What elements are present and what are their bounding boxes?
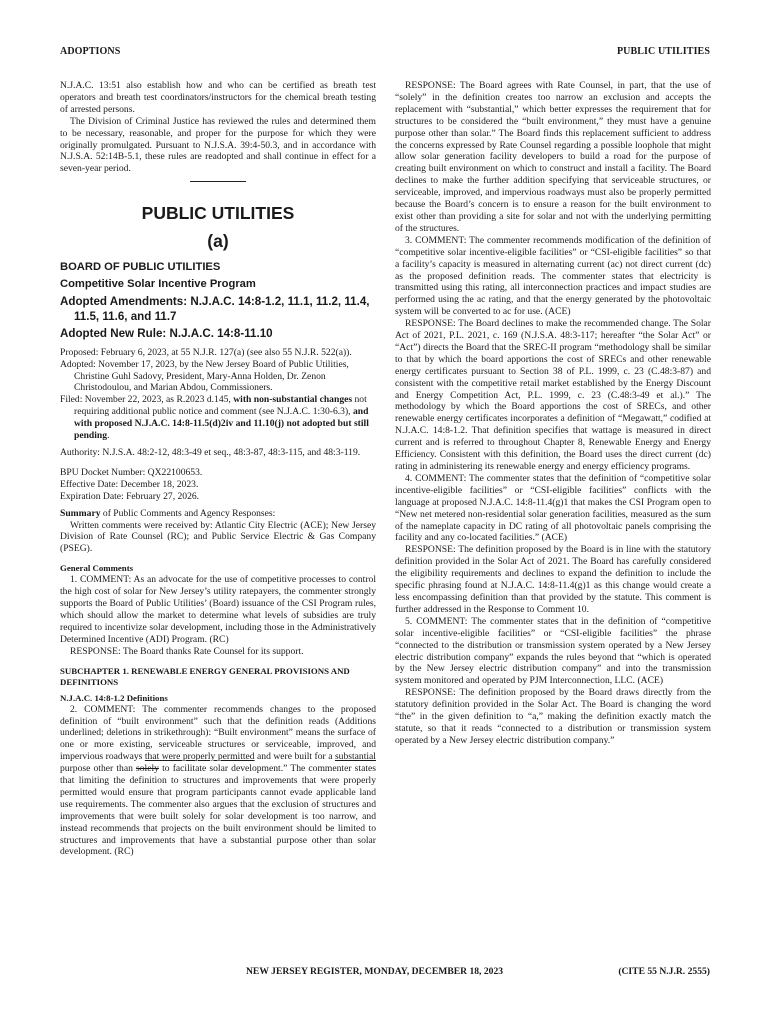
- section-subtitle: (a): [207, 231, 229, 252]
- footer-citation: (CITE 55 N.J.R. 2555): [618, 966, 710, 977]
- filed-text-3: .: [107, 430, 110, 442]
- comment-2-text: 2. COMMENT: The commenter recommends changes to the proposed definition of “built environment” such that the definition reads (Additions underlined; deletions in strikethrough): “Built environment” means the surface of one or more existing, serviceable structures or serviceable, improved, and impervious roadways: [60, 703, 376, 763]
- response-2: RESPONSE: The Board agrees with Rate Counsel, in part, that the use of “solely” in the definition creates too narrow an exclusion and accepts the replacement with “substantial,” which better expresses the requirement that for structures to be considered the “built environment,” they must have a genuine purpose other than solar.” The Board finds this replacement sufficient to address the concerns expressed by Rate Counsel regarding a possible loophole that might allow solar generation facility developers to build a road for the purpose of creating built environment on which to construct and install a facility. The Board declines to make the further addition specifying that serviceable structures, or serviceable, improved, and impervious roadways must also be properly permitted because the Board’s concern is to ensure a reason for the built environment to exist other than providing a site for solar and not with the underlying permitting of the structures.: [395, 80, 711, 234]
- comment-2-strikethrough: solely: [136, 763, 159, 775]
- agency-name: BOARD OF PUBLIC UTILITIES: [60, 261, 221, 274]
- filed-text: Filed: November 22, 2023, as R.2023 d.145,: [60, 394, 234, 406]
- adopted-amendments: Adopted Amendments: N.J.A.C. 14:8-1.2, 11.1, 11.2, 11.4, 11.5, 11.6, and 11.7: [60, 295, 370, 323]
- docket-line: BPU Docket Number: QX22100653.: [60, 466, 203, 478]
- program-title: Competitive Solar Incentive Program: [60, 278, 256, 291]
- right-column: [395, 80, 711, 747]
- response-3: RESPONSE: The Board declines to make the recommended change. The Solar Act of 2021, P.L. 2021, c. 169 (N.J.S.A. 48:3-117; hereafter “the Solar Act” or “Act”) directs the Board that the SREC-II program “methodology shall be similar to that by which the board apportions the cost of SRECs and other renewable energy certificates pursuant to Section 38 of P.L. 1999, c. 23 (C.48:3-87) and consistent with the competitive retail market established by the Energy Discount and Energy Competition Act, P.L. 1999, c. 23 (C.48:3-49 et al.).” The methodology by which the Board apportions the cost of SRECs, and other renewable energy certificates incorporates a definition of “Megawatt,” codified at N.J.A.C. 14:8-1.2. That definition specifies that wattage is measured in direct current and is referred to throughout Chapter 8, Renewable Energy and Energy Efficiency. Consistent with this definition, the Board uses the direct current (dc) rating in administering its renewable energy and energy efficiency programs.: [395, 318, 711, 472]
- comment-3: 3. COMMENT: The commenter recommends modification of the definition of “competitive solar incentive-eligible facilities” or “CSI-eligible facilities” so that a facility’s capacity is measured in alternating current (ac) not direct current (dc) as the proposed definition reads. The commenter states that electricity is transmitted using this rating, all interconnection practices and impact studies are performed using the ac rating, and that the energy generated by the photovoltaic system will be converted to ac for use. (ACE): [395, 234, 711, 318]
- filed-bold-1: with non-substantial changes: [233, 394, 353, 406]
- running-head-right: PUBLIC UTILITIES: [616, 46, 710, 57]
- comment-2-text-4: to facilitate solar development.” The commenter states that limiting the definition to structures and improvements that were properly permitted would ensure that program participants cannot evade applicable land use requirements. The commenter also argues that the exclusion of structures and improvements that were built solely for solar development is too narrow, and instead recommends that projects on the built environment should be limited to structures and improvements that have a substantial purpose other than solar development. (RC): [60, 763, 376, 858]
- adopted-line: Adopted: November 17, 2023, by the New Jersey Board of Public Utilities, Christine Guhl Sadovy, President, Mary-Anna Holden, Dr. Zenon Christodoulou, and Marian Abdou, Commissioners.: [60, 358, 349, 394]
- expiration-date-line: Expiration Date: February 27, 2026.: [60, 490, 200, 502]
- written-comments-paragraph: Written comments were received by: Atlantic City Electric (ACE); New Jersey Division of Rate Counsel (RC); and Public Service Electric & Gas Company (PSEG).: [60, 519, 376, 555]
- filed-bold-2: and with proposed N.J.A.C. 14:8-11.5(d)2iv and 11.10(j) not adopted but still pending: [74, 406, 369, 442]
- footer-register-date: NEW JERSEY REGISTER, MONDAY, DECEMBER 18, 2023: [246, 966, 504, 977]
- summary-label: Summary: [60, 507, 101, 519]
- authority-line: Authority: N.J.S.A. 48:2-12, 48:3-49 et seq., 48:3-87, 48:3-115, and 48:3-119.: [60, 447, 361, 458]
- readoption-paragraph: The Division of Criminal Justice has reviewed the rules and determined them to be necessary, reasonable, and proper for the purpose for which they were originally promulgated. Pursuant to N.J.S.A. 39:4-50.3, and in accordance with N.J.S.A. 52:14B-5.1, these rules are readopted and shall continue in effect for a seven-year period.: [60, 115, 376, 175]
- summary-text: of Public Comments and Agency Responses:: [100, 507, 276, 519]
- left-column: [60, 80, 376, 858]
- comment-2-underlined-1: that were properly permitted: [144, 751, 255, 763]
- general-comments-heading: General Comments: [60, 563, 134, 574]
- response-4: RESPONSE: The definition proposed by the Board is in line with the statutory definition provided in the Solar Act of 2021. The Board has carefully considered the eligibility requirements and declines to expand the definition to include the specific phrasing found at N.J.A.C. 14:8-11.4(g)1 as this change would create a less encompassing definition than that provided by the statute. This comment is further addressed in the Response to Comment 10.: [395, 544, 711, 615]
- proposed-line: Proposed: February 6, 2023, at 55 N.J.R. 127(a) (see also 55 N.J.R. 522(a)).: [60, 346, 352, 358]
- comment-2: [60, 704, 376, 859]
- comment-5: 5. COMMENT: The commenter states that in the definition of “competitive solar incentive-eligible facilities” or “CSI-eligible facilities” the phrase “connected to the distribution or transmission system operated by a New Jersey electric distribution company” expands the rules beyond that “which is operated by the New Jersey electric distribution company” and into the transmission system monitored and operated by PJM Interconnection, LLC. (ACE): [395, 615, 711, 687]
- filed-line: [60, 394, 376, 442]
- section-divider: [190, 181, 246, 182]
- comment-2-underlined-2: substantial: [334, 751, 376, 763]
- rule-heading: N.J.A.C. 14:8-1.2 Definitions: [60, 692, 168, 703]
- running-head-left: ADOPTIONS: [60, 46, 121, 57]
- summary-line: [60, 508, 376, 520]
- carryover-paragraph: N.J.A.C. 13:51 also establish how and who can be certified as breath test operators and breath test coordinators/instructors for the chemical breath testing of arrested persons.: [60, 80, 376, 115]
- comment-2-text-3: purpose other than: [60, 763, 137, 775]
- effective-date-line: Effective Date: December 18, 2023.: [60, 478, 199, 490]
- comment-1: 1. COMMENT: As an advocate for the use of competitive processes to control the high cost of solar for New Jersey’s utility ratepayers, the commenter strongly supports the Board of Public Utilities’ (Board) issuance of the CSI Program rules, which should allow the market to determine what levels of subsidies are truly required to incentivize solar development, including those in the Administratively Determined Incentive (ADI) Program. (RC): [60, 574, 376, 645]
- filed-text-2: not requiring additional public notice and comment (see N.J.A.C. 1:30-6.3),: [74, 394, 367, 418]
- adopted-new-rule: Adopted New Rule: N.J.A.C. 14:8-11.10: [60, 327, 273, 341]
- comment-4: 4. COMMENT: The commenter states that the definition of “competitive solar incentive-eligible facilities” or “CSI-eligible facilities” conflicts with the language at proposed N.J.A.C. 14:8-11.4(g)1 that makes the CSI Program open to “New net metered non-residential solar generation facilities, measured as the sum of the nameplate capacity in DC rating of all photovoltaic panels comprising the facility and any co-located facilities.” (ACE): [395, 472, 711, 544]
- subchapter-heading: SUBCHAPTER 1. RENEWABLE ENERGY GENERAL PROVISIONS AND DEFINITIONS: [60, 665, 350, 687]
- section-title: PUBLIC UTILITIES: [141, 203, 295, 224]
- response-5: RESPONSE: The definition proposed by the Board draws directly from the statutory definition provided in the Solar Act. The Board is changing the word “the” in the given definition to “a,” making the definition exactly match the statute, so that it reads “connected to a distribution or transmission system operated by a New Jersey electric distribution company.”: [395, 687, 711, 746]
- response-1: RESPONSE: The Board thanks Rate Counsel for its support.: [70, 645, 304, 657]
- comment-2-text-2: and were built for a: [254, 751, 335, 763]
